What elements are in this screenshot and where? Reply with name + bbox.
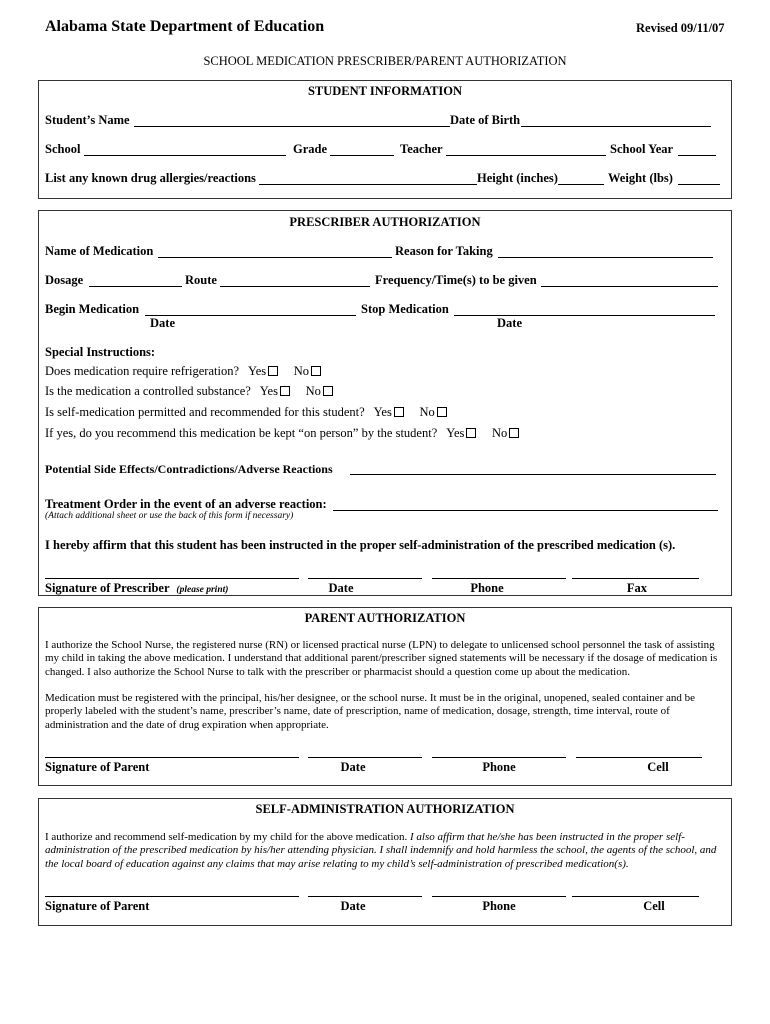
school-year-field[interactable] (678, 155, 716, 156)
dosage-field[interactable] (89, 286, 182, 287)
grade-field[interactable] (330, 155, 394, 156)
side-effects-field[interactable] (350, 474, 716, 475)
stop-date-caption: Date (497, 316, 522, 330)
special-instructions-heading: Special Instructions: (45, 345, 156, 359)
yes-checkbox[interactable] (268, 366, 278, 376)
parent-para-2: Medication must be registered with the principal, his/her designee, or the school nurse. It must be in the original, unopened, sealed container and be properly labeled with the student’s name, prescriber’s name, date of prescription, name of medication, dosage, strength, time interval, route of administration and the date of drug expiration when appropriate. (45, 692, 696, 731)
self-admin-phone-label: Phone (482, 899, 516, 913)
parent-phone-label: Phone (482, 760, 516, 774)
q-refrigeration (45, 364, 321, 379)
med-name-field[interactable] (158, 257, 392, 258)
yes-checkbox[interactable] (394, 407, 404, 417)
q-controlled-text: Is the medication a controlled substance? (45, 384, 251, 398)
agency-title: Alabama State Department of Education (45, 18, 325, 35)
yes-label: Yes (446, 426, 465, 440)
parent-phone-field[interactable] (432, 757, 566, 758)
begin-med-label: Begin Medication (45, 302, 140, 316)
self-admin-signature-label: Signature of Parent (45, 899, 150, 913)
teacher-field[interactable] (446, 155, 606, 156)
no-checkbox[interactable] (311, 366, 321, 376)
prescriber-date-field[interactable] (308, 578, 422, 579)
weight-label: Weight (lbs) (608, 171, 673, 185)
parent-date-field[interactable] (308, 757, 422, 758)
yes-label: Yes (247, 364, 267, 378)
self-admin-para (45, 831, 728, 871)
height-field[interactable] (558, 184, 604, 185)
q-on-person (45, 426, 519, 441)
allergies-label: List any known drug allergies/reactions (45, 171, 256, 185)
self-admin-para-italic: I also affirm that he/she has been instructed in the proper self-administration of the prescribed medication by his/her attending physician. I shall indemnify and hold harmless the school, the agents of the school, and the local board of education against any claims that may arise relating to my child’s self-administration of prescribed medication(s). (45, 831, 717, 870)
student-name-field[interactable] (134, 126, 450, 127)
allergies-field[interactable] (259, 184, 477, 185)
no-checkbox[interactable] (437, 407, 447, 417)
prescriber-fax-label: Fax (626, 581, 648, 595)
stop-med-label: Stop Medication (361, 302, 449, 316)
student-name-label: Student’s Name (45, 113, 130, 127)
self-admin-para-plain: I authorize and recommend self-medication by my child for the above medication. (45, 831, 411, 843)
school-label: School (45, 142, 81, 156)
form-title: SCHOOL MEDICATION PRESCRIBER/PARENT AUTHORIZATION (203, 54, 567, 68)
prescriber-phone-field[interactable] (432, 578, 566, 579)
no-checkbox[interactable] (509, 428, 519, 438)
self-admin-cell-label: Cell (643, 899, 665, 913)
side-effects-label: Potential Side Effects/Contradictions/Adverse Reactions (45, 462, 333, 476)
begin-med-field[interactable] (145, 315, 356, 316)
self-admin-date-label: Date (340, 899, 366, 913)
prescriber-signature-label (45, 581, 228, 596)
prescriber-signature-text: Signature of Prescriber (45, 581, 170, 595)
self-admin-heading: SELF-ADMINISTRATION AUTHORIZATION (255, 802, 515, 816)
q-refrigeration-text: Does medication require refrigeration? (45, 364, 240, 378)
yes-checkbox[interactable] (466, 428, 476, 438)
prescriber-heading: PRESCRIBER AUTHORIZATION (289, 215, 481, 229)
parent-date-label: Date (340, 760, 366, 774)
no-label: No (293, 364, 310, 378)
route-field[interactable] (220, 286, 370, 287)
prescriber-date-label: Date (328, 581, 354, 595)
parent-cell-label: Cell (647, 760, 669, 774)
treatment-label: Treatment Order in the event of an adverse reaction: (45, 497, 327, 511)
frequency-label: Frequency/Time(s) to be given (375, 273, 537, 287)
treatment-field[interactable] (333, 510, 718, 511)
self-admin-date-field[interactable] (308, 896, 422, 897)
route-label: Route (185, 273, 217, 287)
reason-field[interactable] (498, 257, 713, 258)
please-print-note: (please print) (176, 585, 229, 595)
parent-signature-label: Signature of Parent (45, 760, 150, 774)
weight-field[interactable] (678, 184, 720, 185)
q-self-med (45, 405, 447, 420)
self-admin-cell-field[interactable] (572, 896, 699, 897)
school-field[interactable] (84, 155, 286, 156)
height-label: Height (inches) (477, 171, 558, 185)
prescriber-phone-label: Phone (470, 581, 504, 595)
dosage-label: Dosage (45, 273, 84, 287)
parent-signature-field[interactable] (45, 757, 299, 758)
prescriber-affirmation: I hereby affirm that this student has been instructed in the proper self-administration of the prescribed medication (s). (45, 538, 676, 552)
student-info-heading: STUDENT INFORMATION (307, 84, 463, 98)
revised-date: Revised 09/11/07 (636, 21, 725, 35)
school-year-label: School Year (610, 142, 674, 156)
frequency-field[interactable] (541, 286, 718, 287)
no-label: No (305, 384, 321, 398)
teacher-label: Teacher (400, 142, 443, 156)
stop-med-field[interactable] (454, 315, 715, 316)
begin-date-caption: Date (150, 316, 175, 330)
self-admin-phone-field[interactable] (432, 896, 566, 897)
yes-label: Yes (259, 384, 278, 398)
parent-heading: PARENT AUTHORIZATION (304, 611, 466, 625)
attach-note: (Attach additional sheet or use the back of this form if necessary) (45, 511, 294, 521)
parent-cell-field[interactable] (576, 757, 702, 758)
dob-label: Date of Birth (450, 113, 521, 127)
no-label: No (492, 426, 508, 440)
dob-field[interactable] (521, 126, 711, 127)
reason-label: Reason for Taking (395, 244, 493, 258)
grade-label: Grade (293, 142, 328, 156)
no-checkbox[interactable] (323, 386, 333, 396)
parent-para-1: I authorize the School Nurse, the registered nurse (RN) or licensed practical nurse (LPN) to delegate to unlicensed school personnel the task of assisting my child in taking the above medication. I understand that additional parent/prescriber signed statements will be necessary if the dosage of medication is changed. I also authorize the School Nurse to talk with the prescriber or pharmacist should a question come up about the medication. (45, 639, 718, 678)
q-self-med-text: Is self-medication permitted and recommended for this student? (45, 405, 365, 419)
prescriber-signature-field[interactable] (45, 578, 299, 579)
prescriber-fax-field[interactable] (572, 578, 699, 579)
q-on-person-text: If yes, do you recommend this medication be kept “on person” by the student? (45, 426, 438, 440)
yes-label: Yes (373, 405, 392, 419)
med-name-label: Name of Medication (45, 244, 154, 258)
q-controlled (45, 384, 333, 399)
no-label: No (419, 405, 435, 419)
yes-checkbox[interactable] (280, 386, 290, 396)
self-admin-signature-field[interactable] (45, 896, 299, 897)
